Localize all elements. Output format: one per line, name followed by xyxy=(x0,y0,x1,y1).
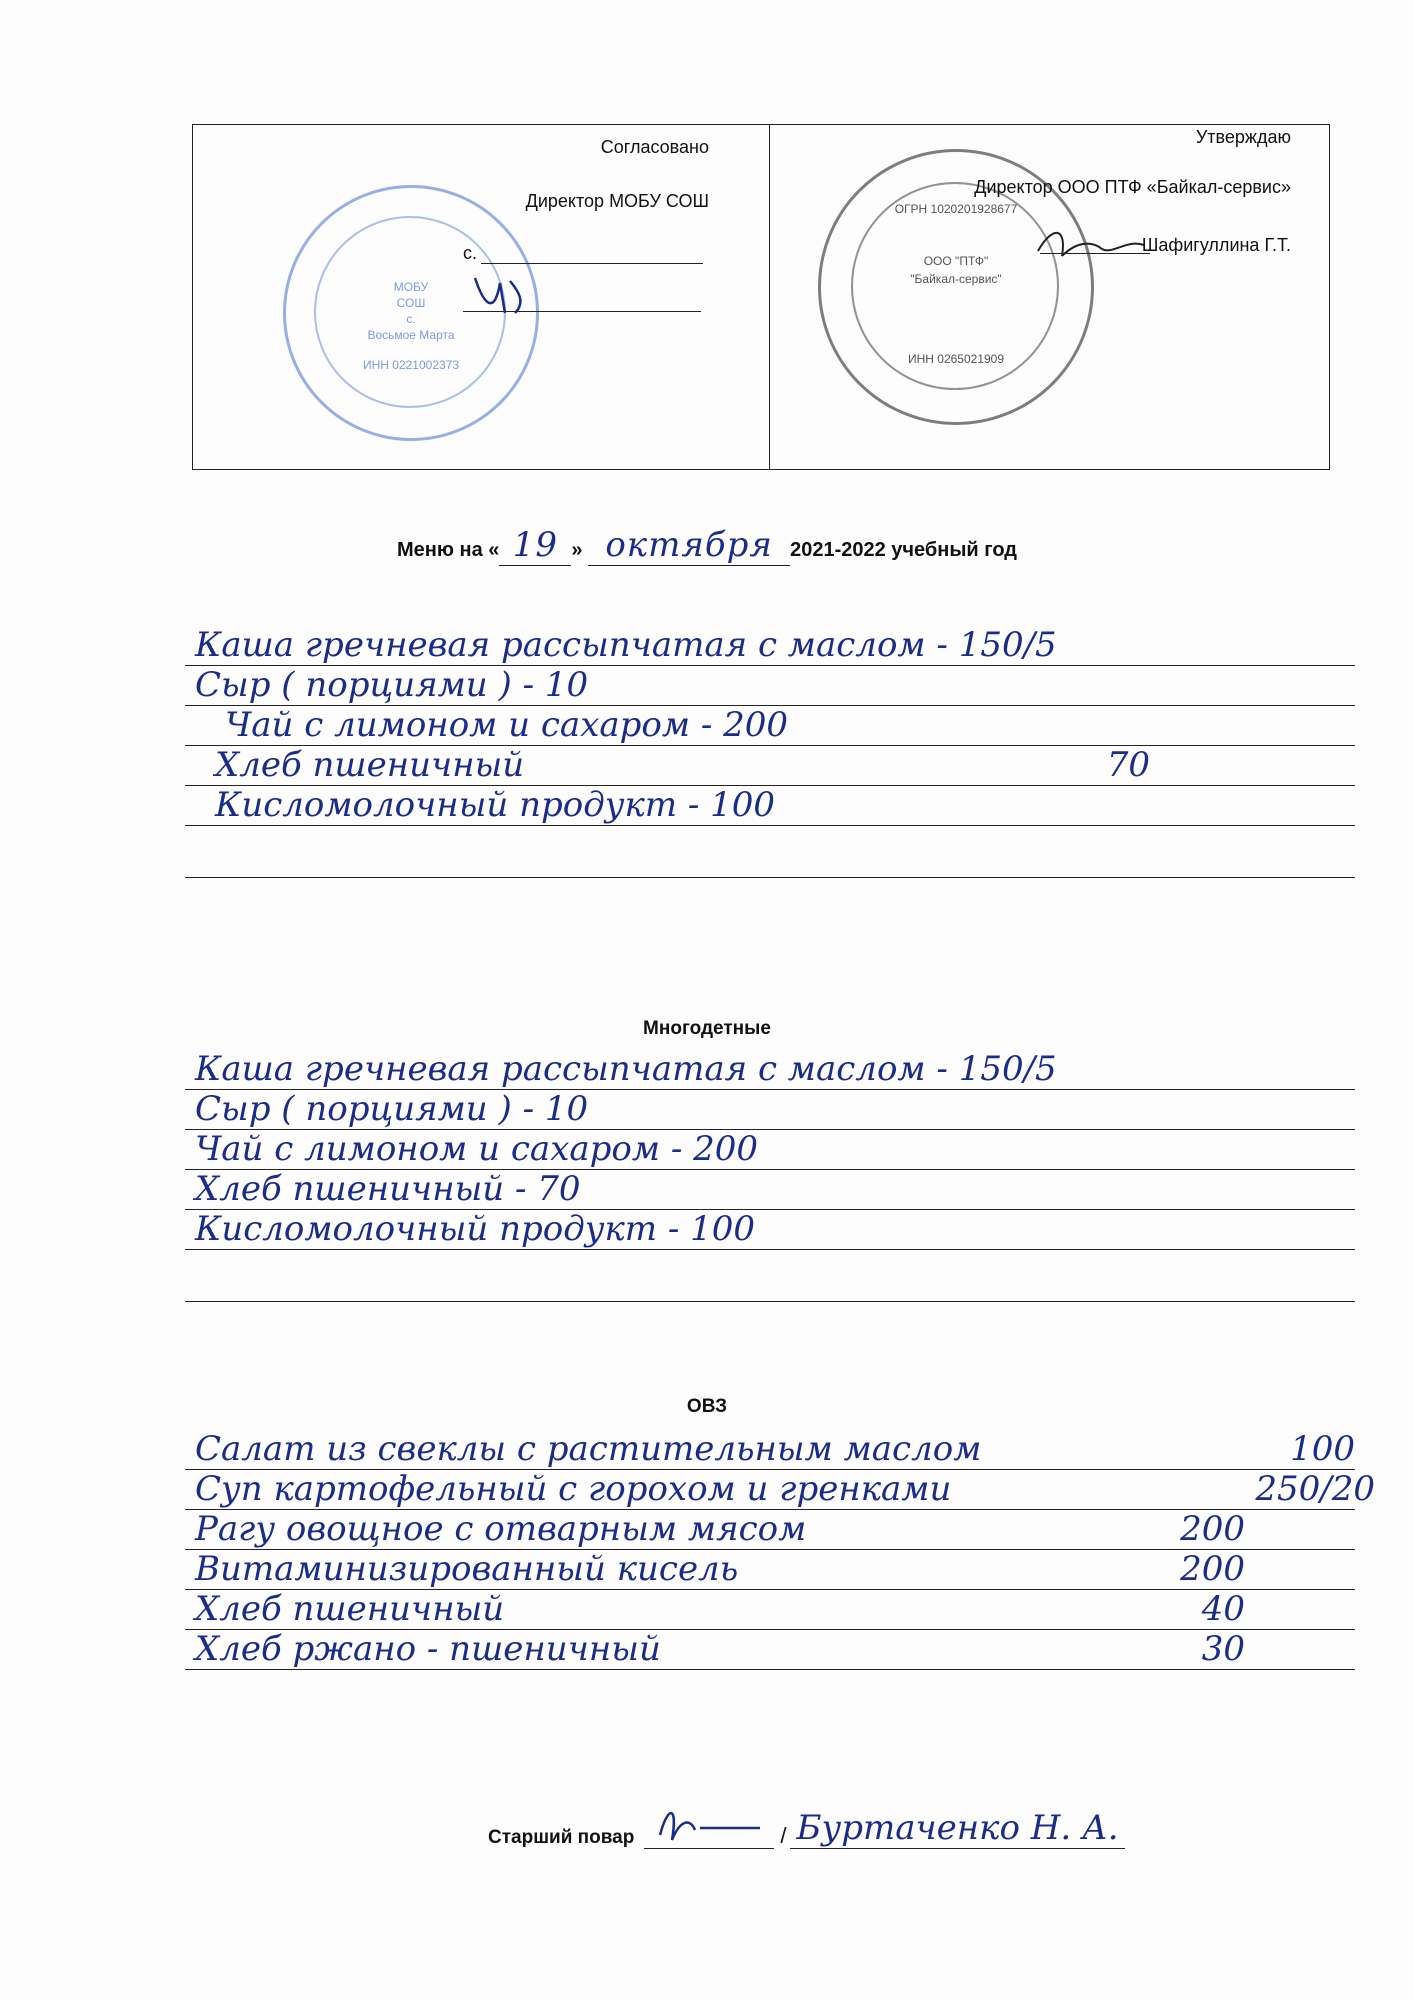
list-item xyxy=(185,706,1355,746)
list-item xyxy=(185,626,1355,666)
approve-label: Утверждаю xyxy=(1195,127,1291,147)
director-signature xyxy=(465,263,535,323)
menu-item-text: Хлеб пшеничный xyxy=(195,1589,505,1629)
list-item xyxy=(185,1050,1355,1090)
empty-line xyxy=(185,1250,1355,1302)
school-stamp-line: Восьмое Марта xyxy=(367,328,455,342)
list-item xyxy=(185,1469,1375,1510)
menu-title xyxy=(0,525,1414,566)
approve-position: Директор ООО ПТФ «Байкал-сервис» xyxy=(974,177,1291,197)
title-prefix: Меню на « xyxy=(397,539,500,561)
approve-name: Шафигуллина Г.Т. xyxy=(1141,235,1291,255)
chef-name: Буртаченко Н. А. xyxy=(790,1808,1124,1849)
school-stamp-line: МОБУ xyxy=(393,280,429,294)
menu-item-text: Рагу овощное с отварным мясом xyxy=(195,1509,807,1549)
menu-item-text: Хлеб пшеничный xyxy=(215,745,525,785)
title-day: 19 xyxy=(499,525,571,566)
menu-item-text: Салат из свеклы с растительным маслом xyxy=(195,1429,982,1469)
list-item xyxy=(185,1590,1355,1630)
menu-large-families xyxy=(185,1050,1355,1302)
menu-item-text: Чай с лимоном и сахаром - 200 xyxy=(225,705,789,745)
menu-item-text: Каша гречневая рассыпчатая с маслом - 150/5 xyxy=(195,1049,1057,1089)
footer-signature xyxy=(488,1800,1125,1849)
school-stamp-line: ИНН 0221002373 xyxy=(362,358,460,372)
section-title-ovz: ОВЗ xyxy=(686,1396,728,1417)
menu-item-qty: 200 xyxy=(1180,1549,1245,1589)
chef-label: Старший повар xyxy=(488,1827,635,1848)
menu-ovz xyxy=(185,1429,1375,1670)
company-stamp-line: "Байкал-сервис" xyxy=(910,272,1002,286)
list-item xyxy=(185,1210,1355,1250)
menu-item-text: Кисломолочный продукт - 100 xyxy=(195,1209,756,1249)
list-item xyxy=(185,1170,1355,1210)
title-suffix: 2021-2022 учебный год xyxy=(790,539,1017,561)
title-mid: » xyxy=(571,539,583,561)
list-item xyxy=(185,666,1355,706)
menu-main xyxy=(185,626,1355,878)
list-item xyxy=(185,1550,1355,1590)
company-stamp-line: ООО "ПТФ" xyxy=(923,254,989,268)
menu-item-text: Сыр ( порциями ) - 10 xyxy=(195,665,589,705)
title-month: октября xyxy=(588,525,790,566)
menu-item-text: Каша гречневая рассыпчатая с маслом - 150/5 xyxy=(195,625,1057,665)
menu-item-qty: 70 xyxy=(1106,745,1150,785)
company-stamp-line: ОГРН 1020201928677 xyxy=(894,202,1018,216)
menu-item-qty: 30 xyxy=(1201,1629,1245,1669)
list-item xyxy=(185,1630,1355,1670)
agreed-cell xyxy=(193,125,770,469)
menu-item-text: Хлеб ржано - пшеничный xyxy=(195,1629,661,1669)
menu-item-text: Витаминизированный кисель xyxy=(195,1549,739,1589)
list-item xyxy=(185,1090,1355,1130)
list-item xyxy=(185,746,1355,786)
menu-item-qty: 250/20 xyxy=(1255,1469,1375,1509)
school-stamp-line: СОШ xyxy=(396,296,426,310)
chef-signature xyxy=(650,1800,770,1850)
list-item xyxy=(185,786,1355,826)
approval-box xyxy=(192,124,1330,470)
place-prefix: с. xyxy=(463,243,478,263)
signature-separator: / xyxy=(780,1823,787,1848)
menu-item-text: Кисломолочный продукт - 100 xyxy=(215,785,776,825)
approve-cell xyxy=(770,125,1329,469)
school-stamp-line: с. xyxy=(406,312,416,326)
menu-item-qty: 200 xyxy=(1180,1509,1245,1549)
list-item xyxy=(185,1510,1355,1550)
empty-line xyxy=(185,826,1355,878)
menu-item-text: Хлеб пшеничный - 70 xyxy=(195,1169,581,1209)
approve-signature xyxy=(1032,221,1152,271)
menu-item-text: Чай с лимоном и сахаром - 200 xyxy=(195,1129,759,1169)
chef-signature-line xyxy=(644,1800,774,1849)
menu-item-qty: 100 xyxy=(1290,1429,1355,1469)
section-title-large-families: Многодетные xyxy=(643,1018,771,1039)
menu-item-qty: 40 xyxy=(1201,1589,1245,1629)
menu-item-text: Сыр ( порциями ) - 10 xyxy=(195,1089,589,1129)
agreed-label: Согласовано xyxy=(600,137,709,157)
company-stamp-line: ИНН 0265021909 xyxy=(907,352,1005,366)
agreed-position: Директор МОБУ СОШ xyxy=(525,191,709,211)
list-item xyxy=(185,1130,1355,1170)
list-item xyxy=(185,1430,1355,1470)
menu-item-text: Суп картофельный с горохом и гренками xyxy=(195,1469,952,1509)
